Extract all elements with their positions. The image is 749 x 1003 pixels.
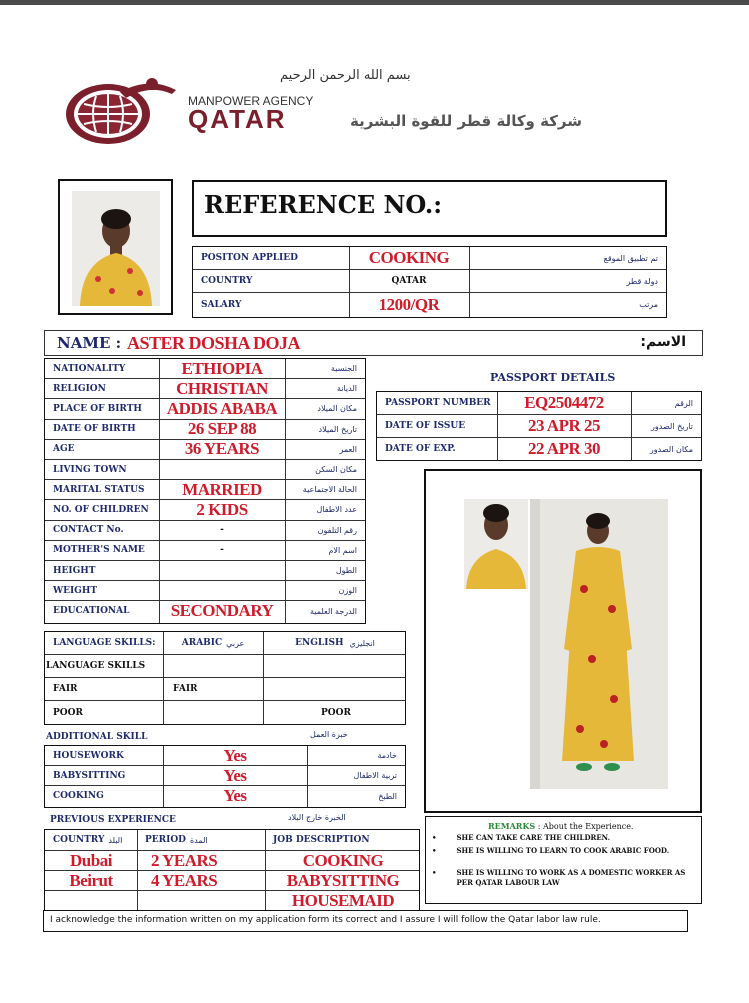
reference-label: REFERENCE NO.: [204,190,443,219]
personal-value [159,561,285,580]
personal-value: 36 YEARS [184,439,260,459]
personal-label: WEIGHT [53,585,98,596]
experience-table [44,829,420,911]
personal-label: MARITAL STATUS [53,484,145,495]
personal-arabic: عدد الاطفال [316,505,357,515]
personal-label: DATE OF BIRTH [53,424,136,435]
date-of-exp-value: 22 APR 30 [528,439,600,458]
remark-item: • SHE IS WILLING TO WORK AS A DOMESTIC WORKER AS PER QATAR LABOUR LAW [432,868,686,887]
personal-row [45,440,365,460]
personal-arabic: اسم الام [328,545,357,555]
globe-logo-icon [60,70,180,150]
passport-number-row: PASSPORT NUMBER EQ2504472 الرقم [377,392,701,415]
full-photo-frame [424,469,702,813]
personal-arabic: العمر [339,444,357,454]
personal-arabic: مكان الميلاد [317,404,357,414]
language-poor-row: POOR POOR [53,707,351,718]
profile-photo [72,191,160,306]
position-row: POSITON APPLIED COOKING تم تطبيق الموقع [193,247,666,270]
personal-row [45,500,365,520]
experience-row: Beirut 4 YEARS BABYSITTING [45,871,419,891]
personal-value: ETHIOPIA [181,358,263,378]
language-fair-row: FAIR FAIR [45,678,405,701]
personal-row [45,581,365,601]
personal-arabic: رقم التلفون [317,525,357,535]
personal-value: ADDIS ABABA [166,398,278,418]
personal-value: MARRIED [182,479,262,499]
personal-value: - [220,545,224,556]
personal-arabic: الديانة [336,384,357,394]
date-of-issue-value: 23 APR 25 [528,416,600,435]
experience-row: Dubai 2 YEARS COOKING [45,851,419,871]
date-of-issue-row: DATE OF ISSUE 23 APR 25 تاريخ الصدور [377,415,701,438]
passport-number-value: EQ2504472 [524,393,604,412]
name-arabic: الاسم: [640,334,686,350]
personal-value: - [220,525,224,536]
position-value: COOKING [368,248,450,267]
personal-label: AGE [53,444,75,455]
country-row: COUNTRY QATAR دولة قطر [193,270,666,293]
date-of-exp-row: DATE OF EXP. 22 APR 30 مكان الصدور [385,439,693,458]
skills-title: ADDITIONAL SKILL [46,732,148,742]
personal-label: CONTACT No. [53,525,124,536]
remarks-box [425,816,702,904]
language-table [44,631,406,725]
personal-row [45,379,365,399]
personal-label: RELIGION [53,383,106,394]
passport-title: PASSPORT DETAILS [490,371,616,384]
personal-row [45,359,365,379]
personal-row [45,399,365,419]
agency-line: MANPOWER AGENCY [188,94,314,108]
remarks-subtitle: : About the Experience. [537,822,634,831]
personal-row [45,521,365,541]
skills-title-arabic: خبرة العمل [310,730,348,739]
personal-label: NATIONALITY [53,363,126,374]
bismillah: بسم الله الرحمن الرحيم [280,68,411,83]
header [60,60,660,150]
personal-row [45,601,365,621]
personal-value: 2 KIDS [196,499,248,519]
profile-photo-frame [58,179,173,315]
personal-arabic: الجنسية [330,364,357,374]
language-skills-row: LANGUAGE SKILLS [45,655,405,678]
position-table [192,246,667,318]
skill-row: COOKING Yes الطبخ [53,786,397,805]
personal-value [159,460,285,479]
personal-row [45,480,365,500]
personal-label: HEIGHT [53,565,96,576]
personal-label: LIVING TOWN [53,464,127,475]
skill-row: HOUSEWORK Yes خادمة [45,746,405,766]
reference-box [192,180,667,237]
personal-table [44,358,366,624]
acknowledgement: I acknowledge the information written on my application form its correct and I assure I will follow the Qatar labor law rule. [43,910,688,932]
personal-arabic: الدرجة العلمية [310,606,357,616]
agency-arabic: شركة وكالة قطر للقوة البشرية [350,112,582,130]
personal-arabic: الحالة الاجتماعية [302,485,357,495]
personal-row [45,420,365,440]
personal-arabic: مكان السكن [315,465,357,475]
personal-value [159,581,285,600]
full-body-photo [464,499,668,789]
remarks-title: REMARKS [488,821,536,831]
remark-item: • SHE CAN TAKE CARE THE CHILDREN. [432,833,611,842]
salary-row: SALARY 1200/QR مرتب [193,293,666,316]
country-value: QATAR [391,276,427,286]
personal-row [45,460,365,480]
name-label: NAME : [57,334,122,352]
remark-item: • SHE IS WILLING TO LEARN TO COOK ARABIC FOOD. [432,846,670,855]
salary-value: 1200/QR [378,294,440,314]
bullet-icon: • [432,833,437,842]
experience-title: PREVIOUS EXPERIENCE [50,815,176,825]
personal-label: EDUCATIONAL [53,606,130,617]
skills-table [44,745,406,808]
personal-value: SECONDARY [170,601,274,621]
personal-row [45,561,365,581]
bullet-icon: • [432,868,437,877]
experience-row: HOUSEMAID [291,890,395,910]
top-bar [0,0,749,5]
personal-label: PLACE OF BIRTH [53,403,142,414]
personal-row [45,541,365,561]
agency-name: QATAR [188,104,287,134]
personal-value: 26 SEP 88 [187,419,257,439]
personal-arabic: الوزن [338,586,357,596]
skill-row: BABYSITTING Yes تربية الاطفال [45,766,405,786]
experience-header-row: COUNTRY البلد PERIOD المدة JOB DESCRIPTION [45,830,419,851]
personal-value: CHRISTIAN [176,378,268,398]
passport-table [376,391,702,461]
bullet-icon: • [432,846,437,855]
name-row [44,330,703,356]
language-header-row: LANGUAGE SKILLS: ARABIC عربي ENGLISH انجليزي [45,632,405,655]
personal-label: MOTHER'S NAME [53,545,145,556]
personal-arabic: تاريخ الميلاد [318,424,357,434]
personal-label: NO. OF CHILDREN [53,504,149,515]
name-value: ASTER DOSHA DOJA [127,333,301,353]
personal-arabic: الطول [335,566,357,576]
experience-title-arabic: الخبرة خارج البلاد [288,813,346,822]
